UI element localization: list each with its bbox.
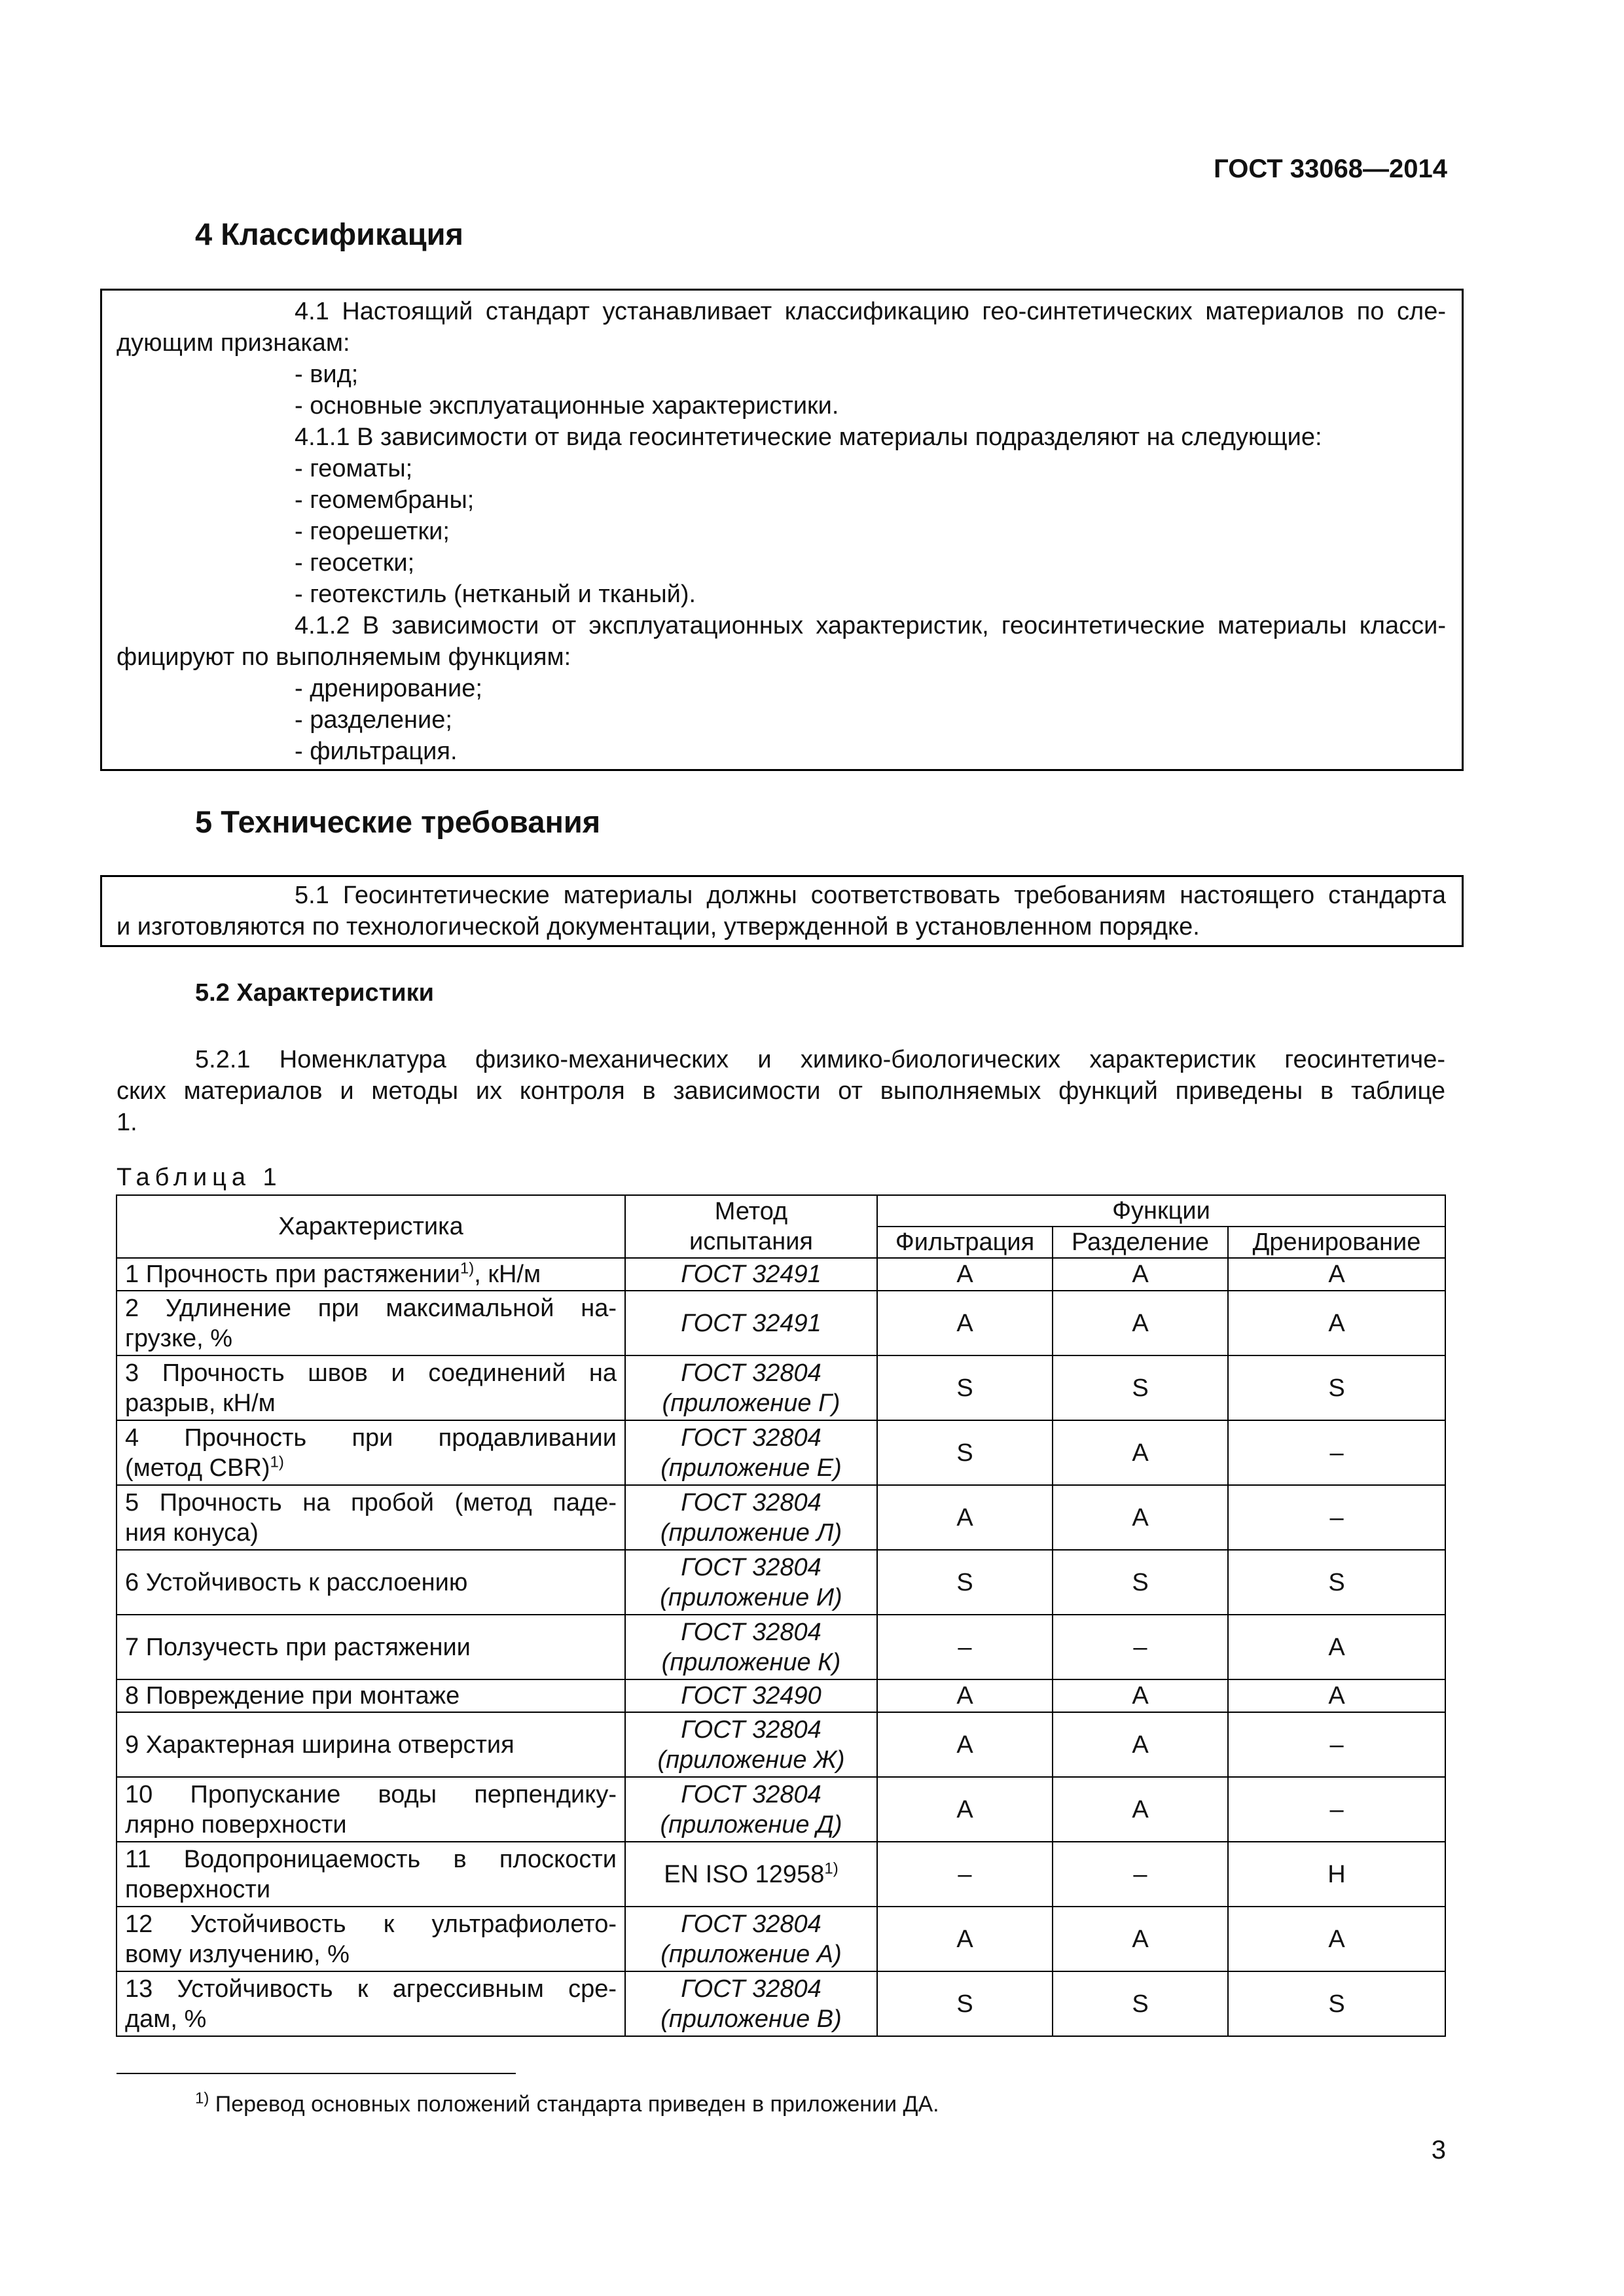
cell-drainage: –: [1228, 1485, 1445, 1550]
cell-method: ГОСТ 32804 (приложение Д): [625, 1777, 877, 1842]
table-row: [117, 1712, 1445, 1777]
cell-separation: A: [1053, 1907, 1228, 1971]
para-5-1-line2: и изготовляются по технологической документации, утвержденной в установленном порядке.: [117, 913, 1200, 941]
cell-filtration: A: [877, 1712, 1053, 1777]
list-item: - вид;: [295, 361, 359, 388]
table-header-row: [117, 1195, 1445, 1227]
list-item: - дренирование;: [295, 675, 482, 702]
cell-filtration: A: [877, 1777, 1053, 1842]
para-4-1-1: 4.1.1 В зависимости от вида геосинтетические материалы подразделяют на следующие:: [295, 423, 1322, 451]
cell-separation: A: [1053, 1679, 1228, 1712]
cell-filtration: A: [877, 1907, 1053, 1971]
list-item: - георешетки;: [295, 518, 450, 545]
list-item: - геомембраны;: [295, 486, 475, 514]
page-number: 3: [1431, 2136, 1446, 2164]
cell-drainage: A: [1228, 1907, 1445, 1971]
cell-characteristic: 10 Пропускание воды перпендику- лярно поверхности: [117, 1777, 625, 1842]
para-4-1-2-line1: 4.1.2 В зависимости от эксплуатационных характеристик, геосинтетические материалы класси-: [295, 612, 1446, 639]
table-row: [117, 1679, 1445, 1712]
table-row: [117, 1907, 1445, 1971]
header-drainage: Дренирование: [1228, 1227, 1445, 1258]
para-5-2-1-line2: ских материалов и методы их контроля в зависимости от выполняемых функций приведены в таблице: [117, 1077, 1445, 1105]
section-5-title: 5 Технические требования: [195, 804, 601, 839]
table-row: [117, 1615, 1445, 1679]
characteristics-table: [116, 1194, 1446, 2037]
cell-characteristic: 1 Прочность при растяжении$^{1)}$, кН/м: [117, 1258, 625, 1291]
cell-separation: –: [1053, 1615, 1228, 1679]
cell-characteristic: 9 Характерная ширина отверстия: [117, 1712, 625, 1777]
cell-characteristic: 11 Водопроницаемость в плоскости поверхности: [117, 1842, 625, 1907]
para-4-1-line2: дующим признакам:: [117, 329, 350, 357]
header-method-line1: Метод: [714, 1198, 788, 1225]
cell-method: ГОСТ 32804 (приложение Л): [625, 1485, 877, 1550]
table-row: [117, 1550, 1445, 1615]
cell-filtration: S: [877, 1420, 1053, 1485]
para-4-1-2-line2: фицируют по выполняемым функциям:: [117, 643, 571, 671]
cell-filtration: A: [877, 1679, 1053, 1712]
table-row: [117, 1258, 1445, 1291]
table-row: [117, 1971, 1445, 2036]
cell-method: ГОСТ 32804 (приложение В): [625, 1971, 877, 2036]
cell-filtration: S: [877, 1550, 1053, 1615]
footnote: [195, 2089, 939, 2117]
subsection-5-2-title: 5.2 Характеристики: [195, 979, 435, 1007]
cell-separation: A: [1053, 1291, 1228, 1355]
cell-characteristic: 12 Устойчивость к ультрафиолето- вому излучению, %: [117, 1907, 625, 1971]
header-characteristic: Характеристика: [117, 1195, 625, 1258]
cell-drainage: A: [1228, 1258, 1445, 1291]
cell-drainage: A: [1228, 1679, 1445, 1712]
header-functions: Функции: [877, 1195, 1445, 1227]
cell-filtration: S: [877, 1971, 1053, 2036]
para-5-1-line1: 5.1 Геосинтетические материалы должны соответствовать требованиям настоящего стандарта: [295, 882, 1446, 909]
cell-drainage: S: [1228, 1971, 1445, 2036]
table-row: [117, 1291, 1445, 1355]
header-separation: Разделение: [1053, 1227, 1228, 1258]
cell-separation: S: [1053, 1355, 1228, 1420]
table-row: [117, 1485, 1445, 1550]
cell-method: ГОСТ 32804 (приложение И): [625, 1550, 877, 1615]
cell-method: ГОСТ 32804 (приложение К): [625, 1615, 877, 1679]
cell-drainage: –: [1228, 1777, 1445, 1842]
list-item: - фильтрация.: [295, 738, 458, 765]
cell-filtration: –: [877, 1615, 1053, 1679]
cell-drainage: –: [1228, 1712, 1445, 1777]
cell-drainage: S: [1228, 1550, 1445, 1615]
section-4-box: [100, 289, 1464, 771]
cell-filtration: A: [877, 1258, 1053, 1291]
footnote-divider: [117, 2073, 516, 2074]
cell-characteristic: 4 Прочность при продавливании (метод CBR)$^{1)}$: [117, 1420, 625, 1485]
list-item: - геосетки;: [295, 549, 415, 577]
table-row: [117, 1842, 1445, 1907]
cell-filtration: S: [877, 1355, 1053, 1420]
cell-separation: A: [1053, 1777, 1228, 1842]
cell-characteristic: 7 Ползучесть при растяжении: [117, 1615, 625, 1679]
para-5-2-1-line3: 1.: [117, 1109, 137, 1136]
para-4-1-line1: 4.1 Настоящий стандарт устанавливает классификацию гео-синтетических материалов по сле-: [295, 298, 1446, 325]
cell-separation: S: [1053, 1550, 1228, 1615]
cell-method: ГОСТ 32804 (приложение Е): [625, 1420, 877, 1485]
cell-filtration: A: [877, 1485, 1053, 1550]
section-5-1-box: [100, 875, 1464, 947]
header-method: [625, 1195, 877, 1258]
cell-characteristic: 13 Устойчивость к агрессивным сре- дам, %: [117, 1971, 625, 2036]
cell-characteristic: 2 Удлинение при максимальной на- грузке, %: [117, 1291, 625, 1355]
cell-characteristic: 5 Прочность на пробой (метод паде- ния конуса): [117, 1485, 625, 1550]
header-filtration: Фильтрация: [877, 1227, 1053, 1258]
cell-characteristic: 8 Повреждение при монтаже: [117, 1679, 625, 1712]
cell-method: ГОСТ 32804 (приложение Ж): [625, 1712, 877, 1777]
table-row: [117, 1355, 1445, 1420]
cell-characteristic: 3 Прочность швов и соединений на разрыв, кН/м: [117, 1355, 625, 1420]
cell-separation: S: [1053, 1971, 1228, 2036]
cell-method: ГОСТ 32491: [625, 1258, 877, 1291]
cell-method: ГОСТ 32804 (приложение Г): [625, 1355, 877, 1420]
document-code: ГОСТ 33068—2014: [1214, 154, 1447, 183]
cell-method: EN ISO 12958$^{1)}$: [625, 1842, 877, 1907]
list-item: - разделение;: [295, 706, 452, 734]
section-4-title: 4 Классификация: [195, 217, 463, 251]
cell-separation: A: [1053, 1485, 1228, 1550]
table-row: [117, 1420, 1445, 1485]
cell-drainage: S: [1228, 1355, 1445, 1420]
cell-filtration: –: [877, 1842, 1053, 1907]
cell-separation: A: [1053, 1712, 1228, 1777]
cell-separation: –: [1053, 1842, 1228, 1907]
cell-separation: A: [1053, 1258, 1228, 1291]
cell-filtration: A: [877, 1291, 1053, 1355]
list-item: - геоматы;: [295, 455, 413, 482]
cell-characteristic: 6 Устойчивость к расслоению: [117, 1550, 625, 1615]
list-item: - геотекстиль (нетканый и тканый).: [295, 581, 696, 608]
cell-drainage: –: [1228, 1420, 1445, 1485]
para-5-2-1-line1: 5.2.1 Номенклатура физико-механических и химико-биологических характеристик геосинтетиче-: [195, 1046, 1445, 1073]
table-caption: Таблица 1: [117, 1164, 282, 1191]
para-5-2-1: [117, 1044, 1445, 1138]
header-method-line2: испытания: [689, 1228, 814, 1255]
footnote-text: Перевод основных положений стандарта приведен в приложении ДА.: [209, 2092, 939, 2117]
cell-drainage: A: [1228, 1291, 1445, 1355]
footnote-marker: 1): [195, 2089, 209, 2108]
cell-method: ГОСТ 32491: [625, 1291, 877, 1355]
cell-separation: A: [1053, 1420, 1228, 1485]
list-item: - основные эксплуатационные характеристики.: [295, 392, 839, 420]
cell-drainage: H: [1228, 1842, 1445, 1907]
cell-drainage: A: [1228, 1615, 1445, 1679]
table-row: [117, 1777, 1445, 1842]
cell-method: ГОСТ 32804 (приложение А): [625, 1907, 877, 1971]
cell-method: ГОСТ 32490: [625, 1679, 877, 1712]
